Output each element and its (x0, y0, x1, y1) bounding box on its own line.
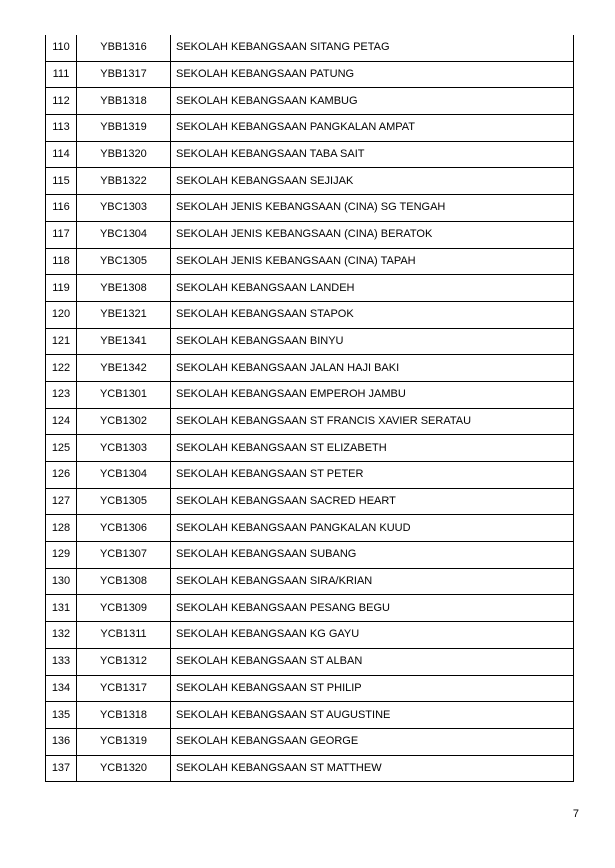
table-row (46, 728, 574, 755)
table-row (46, 675, 574, 702)
school-code: YCB1305 (77, 488, 171, 515)
table-row (46, 515, 574, 542)
table-row (46, 248, 574, 275)
school-name: SEKOLAH KEBANGSAAN ST ELIZABETH (171, 435, 574, 462)
school-name: SEKOLAH KEBANGSAAN ST AUGUSTINE (171, 702, 574, 729)
table-row (46, 435, 574, 462)
table-row (46, 35, 574, 61)
school-code: YBE1321 (77, 301, 171, 328)
school-code: YCB1302 (77, 408, 171, 435)
school-name: SEKOLAH KEBANGSAAN ST FRANCIS XAVIER SERATAU (171, 408, 574, 435)
row-number: 123 (46, 381, 77, 408)
school-name: SEKOLAH JENIS KEBANGSAAN (CINA) TAPAH (171, 248, 574, 275)
table-row (46, 168, 574, 195)
table-row (46, 648, 574, 675)
school-code: YBB1322 (77, 168, 171, 195)
school-code: YCB1306 (77, 515, 171, 542)
school-name: SEKOLAH KEBANGSAAN PANGKALAN AMPAT (171, 115, 574, 142)
row-number: 134 (46, 675, 77, 702)
school-code: YBC1303 (77, 195, 171, 222)
row-number: 127 (46, 488, 77, 515)
table-row (46, 381, 574, 408)
school-code: YBB1319 (77, 115, 171, 142)
row-number: 121 (46, 328, 77, 355)
table-row (46, 141, 574, 168)
row-number: 111 (46, 61, 77, 88)
row-number: 114 (46, 141, 77, 168)
school-code: YCB1308 (77, 568, 171, 595)
school-name: SEKOLAH KEBANGSAAN PESANG BEGU (171, 595, 574, 622)
row-number: 117 (46, 221, 77, 248)
table-row (46, 462, 574, 489)
row-number: 131 (46, 595, 77, 622)
school-code: YBB1318 (77, 88, 171, 115)
school-name: SEKOLAH KEBANGSAAN GEORGE (171, 728, 574, 755)
row-number: 122 (46, 355, 77, 382)
row-number: 125 (46, 435, 77, 462)
school-code: YCB1311 (77, 622, 171, 649)
table-row (46, 702, 574, 729)
school-code: YBB1320 (77, 141, 171, 168)
school-code: YBE1342 (77, 355, 171, 382)
row-number: 136 (46, 728, 77, 755)
table-row (46, 488, 574, 515)
table-row (46, 195, 574, 222)
row-number: 132 (46, 622, 77, 649)
school-code: YBC1304 (77, 221, 171, 248)
school-name: SEKOLAH KEBANGSAAN JALAN HAJI BAKI (171, 355, 574, 382)
school-name: SEKOLAH KEBANGSAAN ST PETER (171, 462, 574, 489)
table-row (46, 542, 574, 569)
school-code: YCB1309 (77, 595, 171, 622)
school-name: SEKOLAH KEBANGSAAN SEJIJAK (171, 168, 574, 195)
school-code: YBE1341 (77, 328, 171, 355)
school-code: YBE1308 (77, 275, 171, 302)
school-name: SEKOLAH KEBANGSAAN LANDEH (171, 275, 574, 302)
table-row (46, 595, 574, 622)
school-code: YBB1317 (77, 61, 171, 88)
row-number: 113 (46, 115, 77, 142)
school-name: SEKOLAH KEBANGSAAN EMPEROH JAMBU (171, 381, 574, 408)
row-number: 120 (46, 301, 77, 328)
row-number: 128 (46, 515, 77, 542)
school-code: YBB1316 (77, 35, 171, 61)
school-code: YBC1305 (77, 248, 171, 275)
school-name: SEKOLAH KEBANGSAAN ST ALBAN (171, 648, 574, 675)
school-name: SEKOLAH KEBANGSAAN ST PHILIP (171, 675, 574, 702)
row-number: 112 (46, 88, 77, 115)
school-name: SEKOLAH KEBANGSAAN SITANG PETAG (171, 35, 574, 61)
table-row (46, 88, 574, 115)
table-row (46, 755, 574, 782)
school-name: SEKOLAH KEBANGSAAN STAPOK (171, 301, 574, 328)
school-name: SEKOLAH JENIS KEBANGSAAN (CINA) SG TENGAH (171, 195, 574, 222)
school-name: SEKOLAH KEBANGSAAN SACRED HEART (171, 488, 574, 515)
row-number: 135 (46, 702, 77, 729)
school-code: YCB1304 (77, 462, 171, 489)
school-code: YCB1303 (77, 435, 171, 462)
school-name: SEKOLAH KEBANGSAAN SIRA/KRIAN (171, 568, 574, 595)
row-number: 124 (46, 408, 77, 435)
school-name: SEKOLAH KEBANGSAAN KG GAYU (171, 622, 574, 649)
school-name: SEKOLAH KEBANGSAAN KAMBUG (171, 88, 574, 115)
row-number: 118 (46, 248, 77, 275)
table-row (46, 301, 574, 328)
school-list-table (45, 35, 574, 782)
school-code: YCB1320 (77, 755, 171, 782)
school-name: SEKOLAH KEBANGSAAN ST MATTHEW (171, 755, 574, 782)
school-code: YCB1319 (77, 728, 171, 755)
table-row (46, 355, 574, 382)
school-list-body (46, 35, 574, 782)
school-code: YCB1301 (77, 381, 171, 408)
table-row (46, 408, 574, 435)
school-code: YCB1318 (77, 702, 171, 729)
school-code: YCB1307 (77, 542, 171, 569)
school-name: SEKOLAH KEBANGSAAN SUBANG (171, 542, 574, 569)
school-name: SEKOLAH KEBANGSAAN PATUNG (171, 61, 574, 88)
row-number: 137 (46, 755, 77, 782)
table-row (46, 275, 574, 302)
school-name: SEKOLAH KEBANGSAAN TABA SAIT (171, 141, 574, 168)
school-name: SEKOLAH KEBANGSAAN PANGKALAN KUUD (171, 515, 574, 542)
row-number: 126 (46, 462, 77, 489)
table-row (46, 115, 574, 142)
school-name: SEKOLAH KEBANGSAAN BINYU (171, 328, 574, 355)
row-number: 133 (46, 648, 77, 675)
table-row (46, 61, 574, 88)
school-name: SEKOLAH JENIS KEBANGSAAN (CINA) BERATOK (171, 221, 574, 248)
page-number: 7 (572, 808, 579, 820)
row-number: 110 (46, 35, 77, 61)
row-number: 130 (46, 568, 77, 595)
row-number: 115 (46, 168, 77, 195)
row-number: 119 (46, 275, 77, 302)
table-row (46, 568, 574, 595)
row-number: 116 (46, 195, 77, 222)
table-row (46, 221, 574, 248)
row-number: 129 (46, 542, 77, 569)
school-code: YCB1317 (77, 675, 171, 702)
table-row (46, 622, 574, 649)
table-row (46, 328, 574, 355)
school-code: YCB1312 (77, 648, 171, 675)
